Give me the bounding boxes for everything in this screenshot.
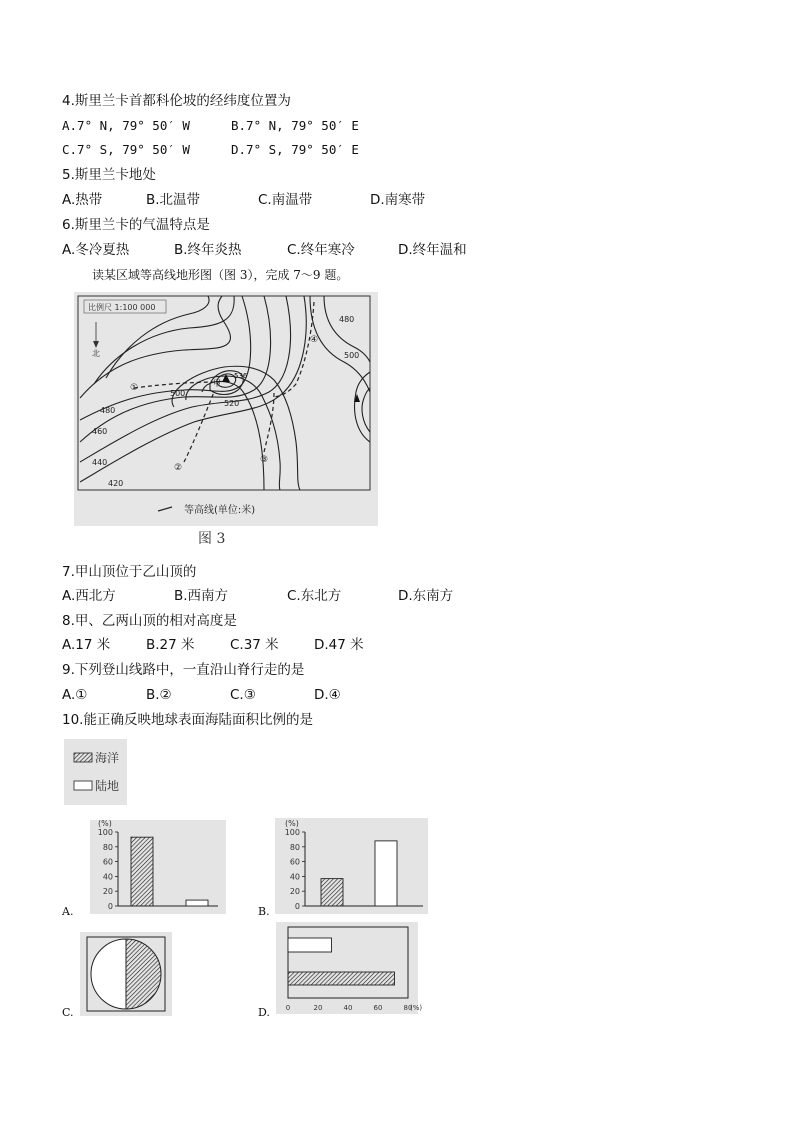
q5-option-a: A.热带 [62, 192, 103, 208]
map-north-label: 北 [92, 349, 100, 358]
contour-label-500: 500 [170, 389, 186, 398]
q8-option-c: C.37 米 [230, 637, 279, 653]
figure-caption: 图 3 [198, 531, 226, 547]
q5-option-d: D.南寒带 [370, 192, 426, 208]
chart-a-ytick-label: 60 [102, 857, 113, 867]
instruction-text: 读某区域等高线地形图（图 3），完成 7～9 题。 [92, 268, 349, 282]
legend-land-label: 陆地 [95, 779, 120, 793]
contour-map [74, 292, 378, 526]
q4-stem: 4.斯里兰卡首都科伦坡的经纬度位置为 [62, 93, 291, 109]
q5-option-b: B.北温带 [146, 192, 201, 208]
legend-ocean-swatch [74, 753, 92, 762]
q10-option-c-label: C. [62, 1006, 74, 1019]
chart-d-xtick-label: 80 [403, 1004, 413, 1012]
q10-legend-graphic [64, 739, 127, 805]
contour-label-480-east: 480 [339, 315, 355, 324]
chart-d-bar-ocean [288, 972, 395, 985]
q8-stem: 8.甲、乙两山顶的相对高度是 [62, 613, 237, 629]
q4-option-d: D.7° S, 79° 50′ E [231, 142, 359, 157]
summit-jia-label: 甲 [213, 379, 221, 388]
legend-ocean-label: 海洋 [95, 751, 120, 765]
q6-option-b: B.终年炎热 [174, 242, 242, 258]
q5-stem: 5.斯里兰卡地处 [62, 167, 156, 183]
q6-option-c: C.终年寒冷 [287, 242, 355, 258]
chart-a-ytick-label: 80 [102, 842, 113, 852]
chart-d-xtick-label: 0 [285, 1004, 291, 1012]
chart-b-ytick-label: 40 [289, 872, 300, 882]
q7-option-b: B.西南方 [174, 588, 229, 604]
q9-option-c: C.③ [230, 687, 256, 703]
chart-d-bar-land [288, 938, 332, 952]
chart-d-xlabel: (%) [410, 1004, 423, 1012]
q10-option-b-label: B. [258, 905, 270, 918]
map-scale: 比例尺 1:100 000 [88, 303, 156, 312]
chart-b-ytick-label: 20 [289, 887, 300, 897]
chart-c [80, 932, 172, 1016]
q7-stem: 7.甲山顶位于乙山顶的 [62, 564, 197, 580]
contour-map-graphic [74, 292, 378, 526]
chart-a-ylabel: (%) [98, 819, 112, 828]
route-4-label: ④ [310, 335, 319, 345]
chart-d-xtick-label: 20 [313, 1004, 323, 1012]
chart-d [276, 922, 423, 1014]
contour-label-480: 480 [100, 406, 116, 415]
q9-stem: 9.下列登山线路中，一直沿山脊行走的是 [62, 662, 305, 678]
route-3-label: ③ [260, 455, 269, 465]
chart-a-bar-ocean [131, 837, 153, 906]
chart-b [275, 818, 428, 914]
chart-d-graphic [276, 922, 423, 1014]
chart-b-graphic [275, 818, 428, 914]
chart-b-bar-land [375, 841, 397, 906]
summit-jia-elevation: 536 [234, 372, 248, 380]
q7-option-c: C.东北方 [287, 588, 342, 604]
chart-d-xtick-label: 60 [373, 1004, 383, 1012]
chart-b-ylabel: (%) [285, 819, 299, 828]
q8-option-d: D.47 米 [314, 637, 364, 653]
q10-legend [64, 739, 127, 805]
q4-option-a: A.7° N, 79° 50′ W [62, 118, 190, 133]
q4-option-c: C.7° S, 79° 50′ W [62, 142, 190, 157]
q7-option-d: D.东南方 [398, 588, 454, 604]
q6-option-a: A.冬冷夏热 [62, 242, 130, 258]
contour-label-420: 420 [108, 479, 124, 488]
route-2-label: ② [174, 463, 183, 473]
q6-stem: 6.斯里兰卡的气温特点是 [62, 217, 210, 233]
chart-a-graphic [90, 820, 226, 914]
q10-stem: 10.能正确反映地球表面海陆面积比例的是 [62, 712, 313, 728]
chart-b-ytick-label: 80 [289, 842, 300, 852]
q10-option-d-label: D. [258, 1006, 270, 1019]
chart-d-xtick-label: 40 [343, 1004, 353, 1012]
q10-option-a-label: A. [62, 905, 74, 918]
q4-option-b: B.7° N, 79° 50′ E [231, 118, 359, 133]
map-legend-text: 等高线(单位:米) [184, 505, 256, 516]
q9-option-a: A.① [62, 687, 88, 703]
contour-label-460: 460 [92, 427, 108, 436]
chart-b-ytick-label: 60 [289, 857, 300, 867]
q6-option-d: D.终年温和 [398, 242, 467, 258]
chart-b-ytick-label: 100 [284, 828, 300, 837]
chart-b-bar-ocean [321, 879, 343, 906]
chart-c-slice-land [91, 939, 126, 1009]
chart-a-ytick-label: 100 [97, 828, 113, 837]
chart-a-ytick-label: 40 [102, 872, 113, 882]
q8-option-b: B.27 米 [146, 637, 195, 653]
contour-label-440: 440 [92, 458, 108, 467]
q9-option-b: B.② [146, 687, 172, 703]
chart-a [90, 820, 226, 914]
route-1-label: ① [130, 383, 139, 393]
chart-a-bar-land [186, 900, 208, 906]
chart-c-slice-ocean [126, 939, 161, 1009]
legend-land-swatch [74, 781, 92, 790]
q7-option-a: A.西北方 [62, 588, 116, 604]
chart-b-ytick-label: 0 [294, 902, 300, 911]
chart-a-ytick-label: 20 [102, 887, 113, 897]
q5-option-c: C.南温带 [258, 192, 313, 208]
chart-a-ytick-label: 0 [107, 902, 113, 911]
contour-label-500-east: 500 [344, 351, 360, 360]
q8-option-a: A.17 米 [62, 637, 111, 653]
q9-option-d: D.④ [314, 687, 341, 703]
contour-label-520: 520 [224, 399, 240, 408]
chart-c-graphic [80, 932, 172, 1016]
